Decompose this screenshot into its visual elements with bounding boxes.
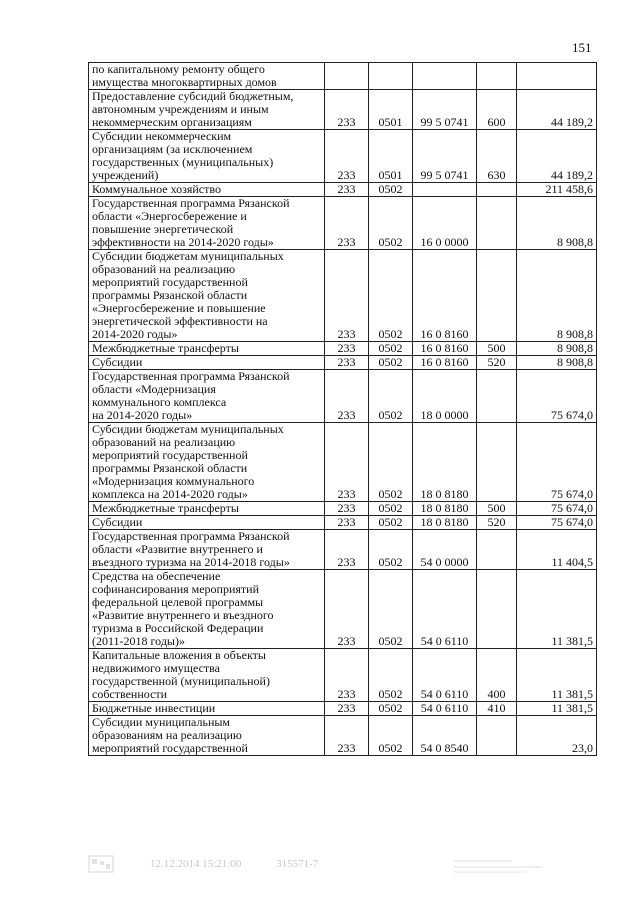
cell-target-code: 18 0 0000 [413,370,477,423]
cell-target-code: 18 0 8180 [413,516,477,530]
cell-expense-type: 500 [477,342,517,356]
cell-admin-code: 233 [325,716,369,756]
table-row [89,197,597,250]
cell-expense-type: 520 [477,356,517,370]
cell-admin-code: 233 [325,370,369,423]
cell-amount [517,63,597,90]
cell-target-code: 16 0 0000 [413,197,477,250]
table-row [89,130,597,183]
page-number: 151 [572,40,592,55]
cell-name: Коммунальное хозяйство [89,183,325,197]
cell-target-code: 16 0 8160 [413,356,477,370]
cell-section-code: 0502 [369,183,413,197]
cell-target-code: 16 0 8160 [413,250,477,342]
table-row [89,502,597,516]
cell-admin-code: 233 [325,516,369,530]
cell-name: Государственная программа Рязанской области «Развитие внутреннего и въездного туризма на 2014-2018 годы» [89,530,325,570]
cell-section-code: 0502 [369,702,413,716]
cell-amount: 75 674,0 [517,502,597,516]
cell-section-code: 0501 [369,130,413,183]
table-row [89,183,597,197]
cell-admin-code: 233 [325,130,369,183]
cell-admin-code: 233 [325,250,369,342]
table-row [89,423,597,502]
cell-name: Предоставление субсидий бюджетным, автономным учреждениям и иным некоммерческим организациям [89,90,325,130]
cell-section-code: 0502 [369,530,413,570]
cell-admin-code: 233 [325,356,369,370]
cell-admin-code: 233 [325,702,369,716]
footer-doc-id: 315571-7 [276,858,319,870]
qr-stamp-icon [88,855,114,873]
cell-admin-code: 233 [325,502,369,516]
cell-amount: 8 908,8 [517,250,597,342]
cell-expense-type: 400 [477,649,517,702]
cell-expense-type [477,716,517,756]
cell-admin-code: 233 [325,90,369,130]
cell-name: Капитальные вложения в объекты недвижимого имущества государственной (муниципальной) собственности [89,649,325,702]
cell-admin-code: 233 [325,530,369,570]
cell-section-code: 0502 [369,423,413,502]
cell-expense-type [477,530,517,570]
cell-amount: 75 674,0 [517,423,597,502]
cell-name: Субсидии некоммерческим организациям (за исключением государственных (муниципальных) учреждений) [89,130,325,183]
cell-section-code: 0502 [369,197,413,250]
cell-section-code: 0502 [369,342,413,356]
cell-target-code: 99 5 0741 [413,90,477,130]
cell-expense-type: 600 [477,90,517,130]
cell-amount: 211 458,6 [517,183,597,197]
cell-section-code: 0502 [369,356,413,370]
cell-target-code: 54 0 6110 [413,702,477,716]
table-row [89,342,597,356]
cell-amount: 11 381,5 [517,570,597,649]
cell-name: Средства на обеспечение софинансирования мероприятий федеральной целевой программы «Развитие внутреннего и въездного туризма в Российской Федерации (2011-2018 годы)» [89,570,325,649]
cell-expense-type [477,570,517,649]
footer-timestamp: 12.12.2014 15:21:00 [150,858,242,870]
cell-amount: 8 908,8 [517,197,597,250]
cell-section-code: 0502 [369,502,413,516]
cell-expense-type: 630 [477,130,517,183]
cell-expense-type [477,250,517,342]
cell-expense-type [477,370,517,423]
cell-admin-code: 233 [325,342,369,356]
cell-amount: 44 189,2 [517,90,597,130]
cell-expense-type [477,423,517,502]
cell-amount: 11 381,5 [517,702,597,716]
table-row [89,63,597,90]
cell-name: Бюджетные инвестиции [89,702,325,716]
cell-target-code: 54 0 6110 [413,570,477,649]
cell-section-code: 0502 [369,370,413,423]
cell-admin-code: 233 [325,197,369,250]
cell-target-code: 54 0 6110 [413,649,477,702]
cell-target-code: 16 0 8160 [413,342,477,356]
cell-section-code: 0502 [369,649,413,702]
cell-section-code: 0502 [369,570,413,649]
cell-target-code: 54 0 8540 [413,716,477,756]
cell-expense-type [477,197,517,250]
cell-name: Государственная программа Рязанской области «Модернизация коммунального комплекса на 2014-2020 годы» [89,370,325,423]
cell-admin-code [325,63,369,90]
cell-target-code: 54 0 0000 [413,530,477,570]
cell-amount: 11 404,5 [517,530,597,570]
table-row [89,530,597,570]
cell-name: Субсидии бюджетам муниципальных образований на реализацию мероприятий государственной программы Рязанской области «Энергосбережение и повышение энергетической эффективности на 2014-2020 годы» [89,250,325,342]
cell-target-code: 18 0 8180 [413,502,477,516]
budget-table [88,62,597,756]
cell-amount: 75 674,0 [517,516,597,530]
cell-expense-type [477,183,517,197]
cell-admin-code: 233 [325,183,369,197]
cell-amount: 8 908,8 [517,342,597,356]
cell-target-code: 18 0 8180 [413,423,477,502]
cell-amount: 75 674,0 [517,370,597,423]
cell-admin-code: 233 [325,570,369,649]
table-row [89,716,597,756]
cell-name: Субсидии [89,516,325,530]
table-row [89,90,597,130]
table-row [89,356,597,370]
cell-expense-type: 520 [477,516,517,530]
cell-section-code: 0502 [369,250,413,342]
cell-amount: 44 189,2 [517,130,597,183]
cell-section-code: 0501 [369,90,413,130]
cell-section-code: 0502 [369,516,413,530]
cell-amount: 23,0 [517,716,597,756]
cell-target-code [413,63,477,90]
cell-name: Субсидии [89,356,325,370]
cell-amount: 8 908,8 [517,356,597,370]
cell-name: Межбюджетные трансферты [89,502,325,516]
table-row [89,649,597,702]
cell-name: Межбюджетные трансферты [89,342,325,356]
cell-expense-type [477,63,517,90]
cell-name: Государственная программа Рязанской области «Энергосбережение и повышение энергетической эффективности на 2014-2020 годы» [89,197,325,250]
cell-section-code [369,63,413,90]
table-row [89,370,597,423]
cell-expense-type: 500 [477,502,517,516]
table-row [89,516,597,530]
cell-name: по капитальному ремонту общего имущества многоквартирных домов [89,63,325,90]
cell-target-code [413,183,477,197]
cell-admin-code: 233 [325,423,369,502]
cell-name: Субсидии муниципальным образованиям на реализацию мероприятий государственной [89,716,325,756]
cell-expense-type: 410 [477,702,517,716]
table-row [89,570,597,649]
footer [150,858,350,870]
cell-name: Субсидии бюджетам муниципальных образований на реализацию мероприятий государственной программы Рязанской области «Модернизация коммунального комплекса на 2014-2020 годы» [89,423,325,502]
cell-target-code: 99 5 0741 [413,130,477,183]
table-row [89,250,597,342]
cell-section-code: 0502 [369,716,413,756]
cell-amount: 11 381,5 [517,649,597,702]
cell-admin-code: 233 [325,649,369,702]
registration-stamp [452,856,562,874]
table-row [89,702,597,716]
